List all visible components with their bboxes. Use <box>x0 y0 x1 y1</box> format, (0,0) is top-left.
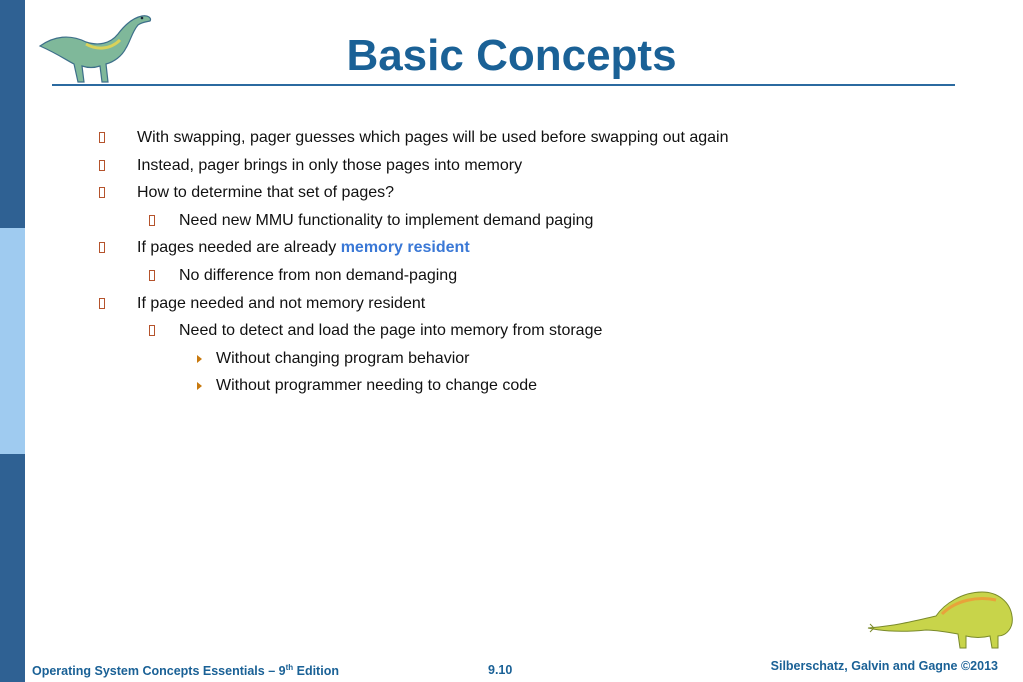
bullet-text: If page needed and not memory resident <box>137 294 426 312</box>
page-number: 9.10 <box>488 663 513 677</box>
square-bullet-icon <box>149 270 155 281</box>
footer-book-title-text: Operating System Concepts Essentials – 9 <box>32 664 286 679</box>
bullet-text: If pages needed are already <box>137 239 341 257</box>
bullet-item <box>0 152 1023 180</box>
bullet-text: Without changing program behavior <box>216 349 470 367</box>
footer-book-title <box>32 663 339 678</box>
bullet-text: With swapping, pager guesses which pages will be used before swapping out again <box>137 129 729 146</box>
square-bullet-icon <box>149 325 155 336</box>
slide-title: Basic Concepts <box>346 31 677 80</box>
footer-authors: Silberschatz, Galvin and Gagne ©2013 <box>770 659 998 673</box>
square-bullet-icon <box>99 298 105 309</box>
sub-bullet-item <box>0 207 1023 235</box>
bullet-text: Need to detect and load the page into memory from storage <box>179 322 603 340</box>
square-bullet-icon <box>99 160 105 171</box>
square-bullet-icon <box>99 187 105 198</box>
sub-sub-bullet-item <box>0 345 1023 373</box>
sub-sub-bullet-item <box>0 372 1023 400</box>
triangle-bullet-icon <box>197 355 202 363</box>
highlighted-term: memory resident <box>340 239 470 257</box>
sub-bullet-item <box>0 317 1023 345</box>
bullet-text: How to determine that set of pages? <box>137 184 395 202</box>
bullet-item <box>0 179 1023 207</box>
bullet-item <box>0 234 1023 262</box>
bullet-text: Without programmer needing to change code <box>216 377 538 395</box>
bullet-item <box>0 290 1023 318</box>
bullet-text-wrapper <box>137 234 470 262</box>
bullet-list <box>0 124 1023 400</box>
title-divider <box>52 84 955 86</box>
footer-edition-superscript: th <box>285 663 294 672</box>
dinosaur-footer-icon <box>866 586 1016 652</box>
square-bullet-icon <box>99 132 105 143</box>
footer-edition-suffix: Edition <box>293 664 339 679</box>
square-bullet-icon <box>149 215 155 226</box>
sub-bullet-item <box>0 262 1023 290</box>
bullet-text: Instead, pager brings in only those pages into memory <box>137 156 523 174</box>
bullet-text: Need new MMU functionality to implement demand paging <box>179 211 594 229</box>
triangle-bullet-icon <box>197 382 202 390</box>
bullet-item <box>0 124 1023 152</box>
bullet-text: No difference from non demand-paging <box>179 266 458 284</box>
square-bullet-icon <box>99 242 105 253</box>
